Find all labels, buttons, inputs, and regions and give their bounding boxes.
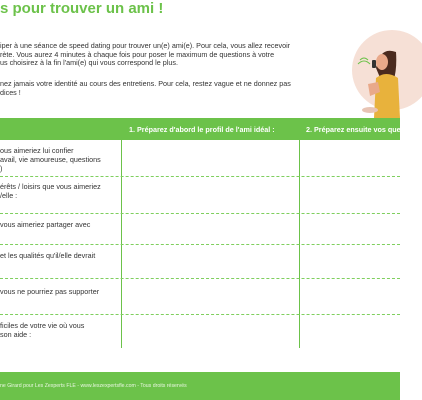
table-row [0,314,400,349]
row-prompt [0,146,118,173]
row-prompt-line: /elle : [0,191,18,200]
row-prompt [0,251,118,260]
woman-illustration [350,24,400,116]
row-prompt-line: ) [0,164,3,173]
intro-line: us choisirez à la fin l'ami(e) qui vous correspond le plus. [0,58,178,68]
row-prompt [0,321,118,339]
table-row [0,213,400,245]
table-header [0,118,422,140]
intro-paragraph-2 [0,80,332,97]
row-prompt-line: ous aimeriez lui confier [0,146,74,155]
profile-table [0,118,422,348]
intro-line: iper à une séance de speed dating pour trouver un(e) ami(e). Pour cela, vous allez recevoir [0,41,291,50]
table-row [0,140,400,176]
row-prompt-line: vous ne pourriez pas supporter [0,287,100,296]
header-questions: 2. Préparez ensuite vos questions [306,125,422,134]
header-ideal-profile: 1. Préparez d'abord le profil de l'ami idéal : [129,125,275,134]
intro-line: nez jamais votre identité au cours des entretiens. Pour cela, restez vague et ne donnez pas [0,79,291,88]
row-prompt [0,220,118,229]
row-prompt-line: érêts / loisirs que vous aimeriez [0,182,101,191]
table-row [0,278,400,315]
intro-line: rète. Vous aurez 4 minutes à chaque fois pour poser le maximum de questions à votre [0,49,275,59]
table-row [0,244,400,279]
footer-bar [0,372,400,400]
page-title: s pour trouver un ami ! [0,0,164,17]
table-row [0,176,400,214]
row-prompt-line: avail, vie amoureuse, questions [0,155,101,164]
intro-line: dices ! [0,87,21,97]
footer-credits: ne Girard pour Les Zexperts FLE - www.leszexpertsfle.com - Tous droits réservés [0,383,187,389]
row-prompt [0,182,118,200]
row-prompt [0,287,118,296]
woman-phone-icon [350,24,400,116]
row-prompt-line: ficiles de votre vie où vous [0,321,85,330]
intro-paragraph-1 [0,42,332,68]
row-prompt-line: et les qualités qu'il/elle devrait [0,251,96,260]
row-prompt-line: vous aimeriez partager avec [0,220,91,229]
row-prompt-line: son aide : [0,330,32,339]
